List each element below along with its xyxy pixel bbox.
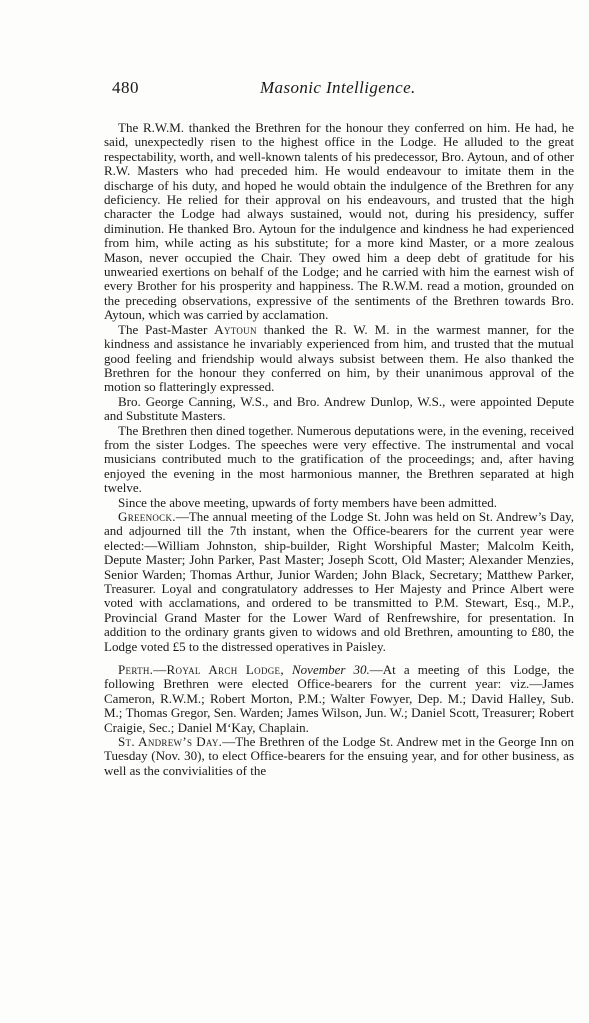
paragraph-text: thanked the R. W. M. in the warmest manner, for the kindness and assistance he invariably experienced from him, and trusted that the mutual good feeling and friendship would always subsist between them. He also thanked the Brethren for the honour they conferred on him, by their unanimous approval of the motion so flatteringly expressed.: [104, 321, 575, 395]
paragraph-dinner: [104, 424, 574, 496]
paragraph-text: The Brethren then dined together. Numerous deputations were, in the evening, received from the sister Lodges. The speeches were very effective. The instrumental and vocal musicians contributed much to the gratification of the proceedings; and, after having enjoyed the evening in the most harmonious manner, the Brethren separated at high twelve.: [104, 422, 574, 496]
person-name: Aytoun: [214, 321, 257, 337]
paragraph-text: The R.W.M. thanked the Brethren for the honour they conferred on him. He had, he said, unexpectedly risen to the highest office in the Lodge. He alluded to the great respectability, worth, and well-known talents of his predecessor, Bro. Aytoun, and of other R.W. Masters who had preceded him. He would endeavour to imitate them in the discharge of his duty, and hoped he would obtain the indulgence of the Brethren for any deficiency. He relied for their approval on his endeavours, and trusted that the high character the Lodge had always sustained, would not, during his presidency, suffer diminution. He thanked Bro. Aytoun for the indulgence and kindness he had experienced from him, while acting as his substitute; for a more kind Master, or a more zealous Mason, never occupied the Chair. They owed him a deep debt of gratitude for his unwearied exertions on behalf of the Lodge; and he carried with him the earnest wish of every Brother for his prosperity and happiness. The R.W.M. read a motion, grounded on the preceding observations, expressive of the sentiments of the Brethren towards Bro. Aytoun, which was carried by acclamation.: [104, 120, 574, 323]
paragraph-rwm-thanks: [104, 121, 574, 323]
running-head: Masonic Intelligence.: [260, 78, 416, 97]
section-heading: St. Andrew’s Day.: [118, 734, 223, 750]
section-heading: Greenock.: [118, 508, 176, 524]
paragraph-admissions: [104, 496, 574, 510]
paragraph-appointments: [104, 395, 574, 424]
paragraph-text: —The annual meeting of the Lodge St. John was held on St. Andrew’s Day, and adjourned till the 7th instant, when the Office-bearers for the current year were elected:—William Johnston, ship-builder, Right Worshipful Master; Malcolm Keith, Depute Master; John Parker, Past Master; Joseph Scott, Old Master; Alexander Menzies, Senior Warden; Thomas Arthur, Junior Warden; John Black, Secretary; Matthew Parker, Treasurer. Loyal and congratulatory addresses to Her Majesty and Prince Albert were voted with acclamations, and ordered to be transmitted to P.M. Stewart, Esq., M.P., Provincial Grand Master for the Lower Ward of Renfrewshire, for presentation. In addition to the ordinary grants given to widows and old Brethren, amounting to £80, the Lodge voted £5 to the distressed operatives in Paisley.: [104, 508, 574, 654]
paragraph-past-master: [104, 323, 574, 395]
paragraph-text: —At a meeting of this Lodge, the following Brethren were elected Office-bearers for the current year: viz.—James Cameron, R.W.M.; Robert Morton, P.M.; Walter Fowyer, Dep. M.; David Halley, Sub. M.; Thomas Gregor, Sen. Warden; James Wilson, Jun. W.; Daniel Scott, Treasurer; Robert Craigie, Sec.; Daniel M‘Kay, Chaplain.: [104, 662, 574, 735]
page-number: 480: [112, 78, 139, 97]
paragraph-text: —The Brethren of the Lodge St. Andrew met in the George Inn on Tuesday (Nov. 30), to elect Office-bearers for the ensuing year, and for other business, as well as the convivialities of the: [104, 734, 574, 778]
page-header: [112, 78, 577, 102]
paragraph-text: Bro. George Canning, W.S., and Bro. Andrew Dunlop, W.S., were appointed Depute and Substitute Masters.: [104, 393, 574, 424]
paragraph-lead: The Past-Master: [118, 321, 208, 337]
paragraph-st-andrews-day: [104, 735, 574, 778]
section-heading: Perth.: [118, 662, 154, 678]
meeting-date: November 30.: [292, 662, 370, 678]
section-subheading: —Royal Arch Lodge,: [153, 662, 284, 678]
body-text: [104, 121, 574, 778]
paragraph-text: Since the above meeting, upwards of forty members have been admitted.: [118, 494, 498, 510]
paragraph-perth: [104, 663, 574, 735]
paragraph-greenock: [104, 510, 574, 654]
